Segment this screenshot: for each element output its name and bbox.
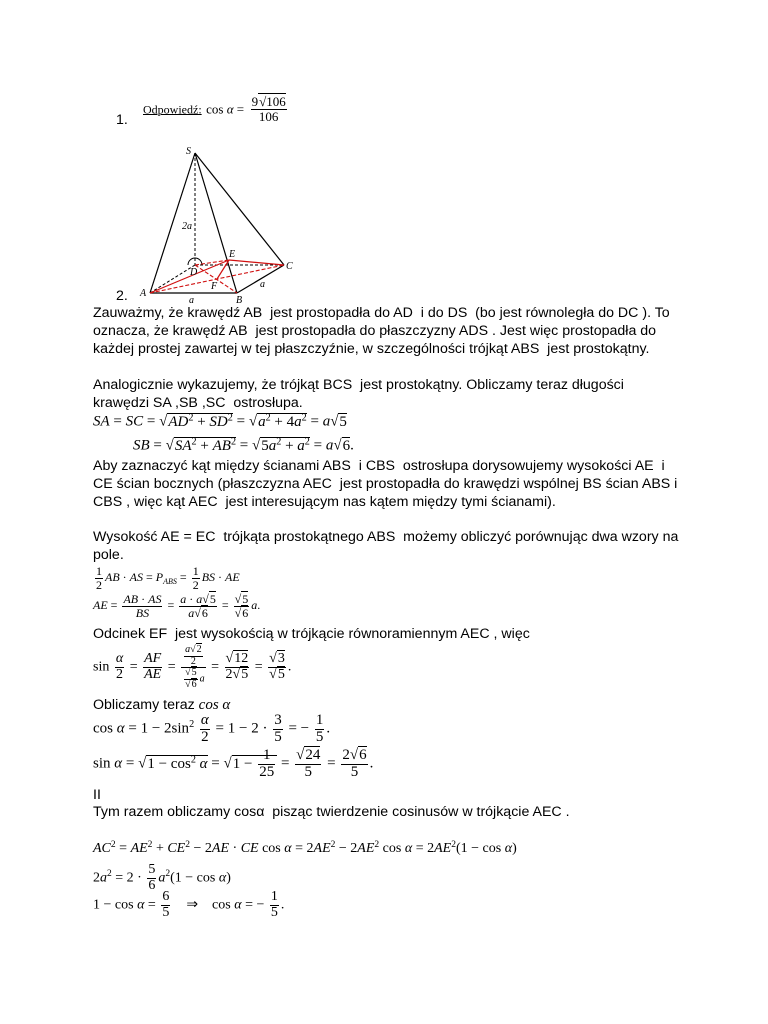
answer-line	[143, 95, 289, 123]
item-number-1: 1.	[116, 112, 128, 128]
answer-numerator: 9√106	[251, 94, 286, 109]
equation-cos: $\cos \alpha = 1 - 2\sin^2$ $\frac{\alpha}{2}$ = 1 − 2 · $\frac{3}{5}$ = − $\frac{1}{5}$ .	[93, 712, 331, 745]
equation-SA-SC: SA = SC = $√AD^2 + SD^2 = √a^2 + 4a^2 = a√5$	[93, 412, 347, 430]
label-AB: a	[189, 295, 194, 305]
height-CE	[229, 260, 284, 265]
item-number-2: 2.	[116, 288, 128, 304]
edge-SC	[195, 153, 284, 265]
label-BC: a	[260, 279, 265, 290]
answer-denominator: 106	[251, 109, 287, 124]
pyramid-figure	[138, 143, 300, 305]
label-S: S	[186, 146, 191, 157]
paragraph-4: Wysokość AE = EC trójkąta prostokątnego ABS możemy obliczyć porównując dwa wzory na pole.	[93, 529, 683, 563]
paragraph-7: Tym razem obliczamy cosα pisząc twierdzenie cosinusów w trójkącie AEC .	[93, 804, 570, 820]
label-B: B	[236, 295, 243, 305]
paragraph-6-text: Obliczamy teraz	[93, 697, 195, 713]
label-D: D	[190, 267, 198, 278]
equation-result: 1 − cos α = $\frac{6}{5}$ ⇒ cos α = − $\frac{1}{5}$ .	[93, 889, 285, 920]
equation-sin-half: sin $\frac{\alpha}{2}$ = $\frac{AF}{AE}$ = $\frac{a√2}{2}$ $\frac{√5}{√6}$ a = $\frac{√12}{2√5}$ = $\frac{√3}{√5}$ .	[93, 644, 292, 690]
label-F: F	[211, 281, 218, 292]
answer-fraction	[251, 95, 287, 123]
answer-label: Odpowiedź:	[143, 102, 202, 117]
paragraph-6	[93, 696, 683, 714]
paragraph-3: Aby zaznaczyć kąt między ścianami ABS i CBS ostrosłupa dorysowujemy wysokości AE i CE ścian bocznych (płaszczyzna AEC jest prostopadła do krawędzi wspólnej BS ścian ABS i CBS , więc kąt AEC jest interesującym nas kątem między tymi ścianami).	[93, 458, 682, 510]
label-E: E	[229, 249, 236, 260]
label-height: 2a	[182, 221, 192, 232]
section-2-heading: II	[93, 787, 101, 803]
equation-SB: SB = $√SA^2 + AB^2 = √5a^2 + a^2 = a√6$.	[133, 436, 354, 454]
paragraph-6-math: cos α	[198, 697, 231, 713]
answer-lhs: cos α =	[206, 101, 245, 117]
paragraph-1: Zauważmy, że krawędź AB jest prostopadła do AD i do DS (bo jest równoległa do DC ). To oznacza, że krawędź AB jest prostopadła do płaszczyzny ADS . Jest więc prostopadła do każdej prostej zawartej w tej płaszczyźnie, w szczególności trójkąt ABS jest prostokątny.	[93, 305, 674, 357]
paragraph-5: Odcinek EF jest wysokością w trójkącie równoramiennym AEC , więc	[93, 626, 530, 642]
equation-sin: $\sin \alpha = √1 - \cos^2 \alpha = √1$ − $\frac{1}{25}$ = $\frac{√24}{5}$ = $\frac{2√6}{5}$ .	[93, 747, 374, 780]
edge-AD	[150, 265, 195, 293]
equation-law-of-cosines: $AC^2 = AE^2 + CE^2 - 2AE$ · CE $\cos \alpha = 2AE^2 - 2AE^2$ $\cos \alpha = 2AE^2(1 - \cos \alpha)$	[93, 840, 517, 857]
equation-AE: AE = $\frac{AB \cdot AS}{BS}$ = $\frac{a \cdot a√5}{a√6}$ = $\frac{√5}{√6}$ a.	[93, 592, 261, 620]
label-C: C	[286, 261, 293, 272]
paragraph-2: Analogicznie wykazujemy, że trójkąt BCS jest prostokątny. Obliczamy teraz długości krawędzi SA ,SB ,SC ostrosłupa.	[93, 377, 628, 411]
equation-2a2: $2a^2 = 2$ · $\frac{5}{6}$ $a^2(1 - \cos \alpha)$	[93, 862, 231, 893]
label-A: A	[140, 288, 147, 299]
equation-area: $\frac{1}{2}$ AB · AS = $P_{ABS}$ = $\frac{1}{2}$ BS · AE	[96, 564, 240, 592]
